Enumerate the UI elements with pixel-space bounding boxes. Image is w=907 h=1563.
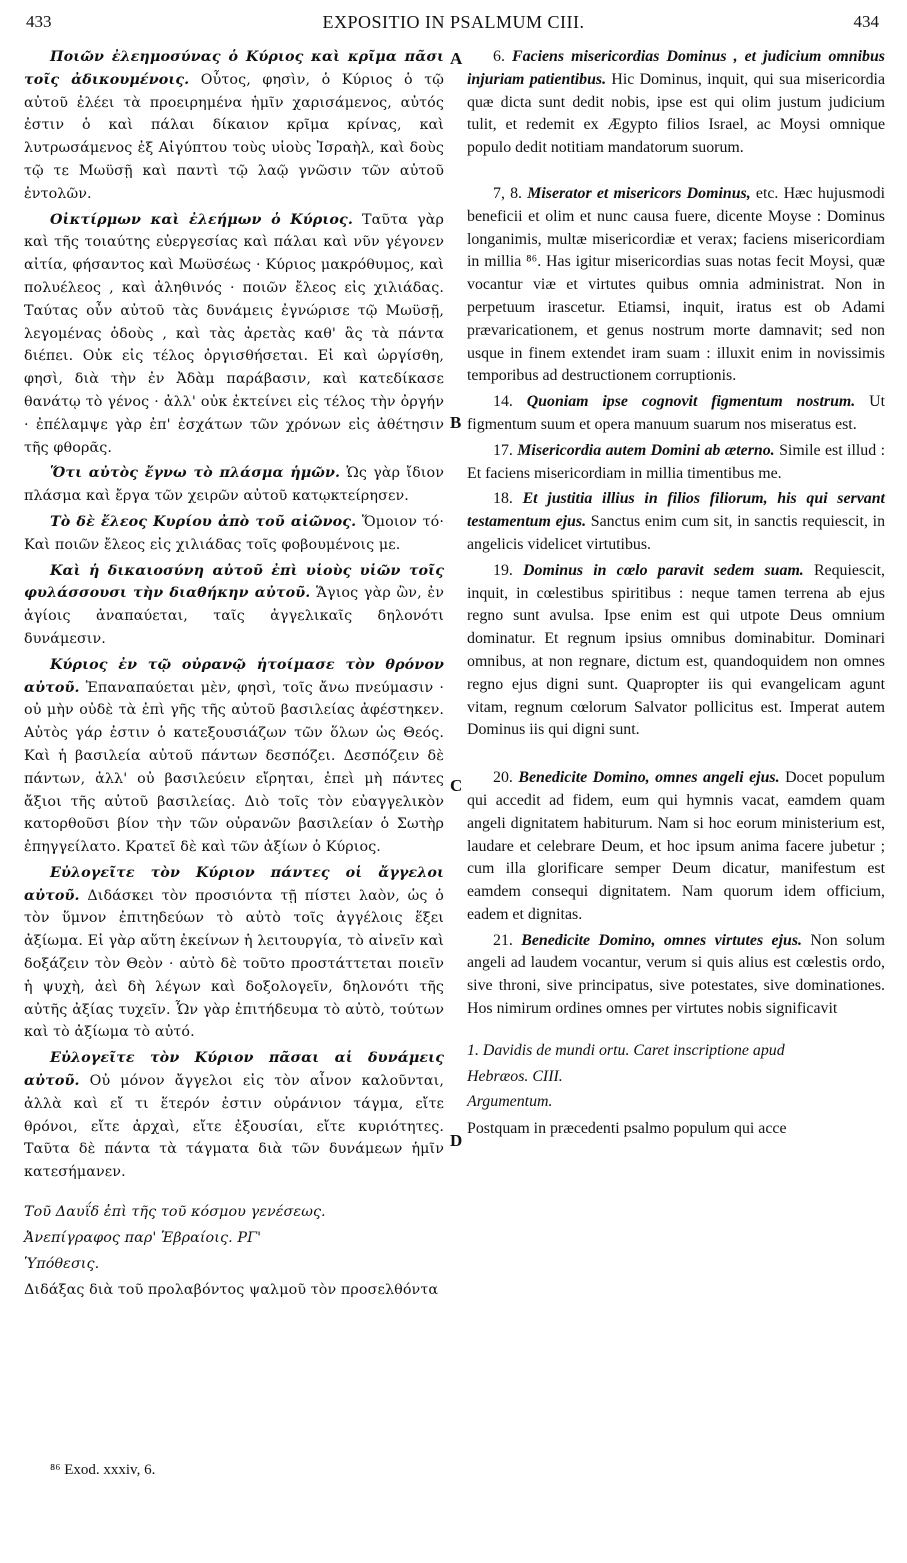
greek-paragraph [24, 46, 444, 206]
psalm-heading-line: Ὑπόθεσις. [24, 1255, 100, 1272]
psalm-heading-line: 1. Davidis de mundi ortu. Caret inscriptione apud [467, 1041, 785, 1059]
verse-lemma: Faciens misericordias Dominus , et judicium omnibus injuriam patientibus. [467, 48, 885, 88]
verse-lemma: Benedicite Domino, omnes angeli ejus. [518, 769, 780, 787]
greek-paragraph [24, 654, 444, 859]
verse-number: 6. [493, 48, 505, 65]
commentary-text: Sanctus enim cum sit, in sanctis requiescit, in angelicis videlicet virtutibus. [467, 513, 886, 553]
verse-number: 18. [493, 490, 513, 508]
commentary-text: Οὗτος, φησὶν, ὁ Κύριος ὁ τῷ αὐτοῦ ἐλέει τὰ προειρημένα ἡμῖν χαρισάμενος, αὐτός ἐστιν ὁ καὶ πάλαι δίκαιον κρῖμα κρίνας, καὶ λυτρωσάμενος ἐξ Αἰγύπτου τοὺς υἱοὺς Ἰσραὴλ, καὶ δοὺς τῷ τε Μωϋσῇ καὶ παντὶ τῷ λαῷ γνῶσιν τῶν αὐτοῦ ἐντολῶν. [24, 71, 444, 202]
psalm-heading-line: Ἀνεπίγραφος παρ' Ἑβραίοις. ΡΓ' [24, 1229, 262, 1246]
latin-final-line: Postquam in præcedenti psalmo populum qui acce [467, 1120, 787, 1138]
psalm-heading-line: Hebræos. CIII. [467, 1067, 563, 1085]
latin-paragraph [467, 46, 885, 160]
footnote: ⁸⁶ Exod. xxxiv, 6. [50, 1462, 156, 1478]
greek-paragraph [24, 560, 444, 651]
margin-letter-d: D [450, 1131, 463, 1150]
running-header [0, 12, 907, 38]
verse-lemma: Ποιῶν ἐλεημοσύνας ὁ Κύριος καὶ κρῖμα πᾶσι τοῖς ἀδικουμένοις. [24, 49, 444, 88]
latin-column [467, 46, 885, 1144]
commentary-text: Non solum angeli ad laudem vocantur, verum si quis alius est cœlestis ordo, sive throni, sive principatus, sive potestates, sive dominationes. Hos nimirum ordines omnes per virtutes nobis significavit [467, 931, 885, 1018]
latin-paragraph [467, 767, 885, 927]
commentary-text: etc. Hæc hujusmodi beneficii et olim et nunc causa fuere, dicente Moyse : Dominus longanimis, multæ misericordiæ et verax; faciens misericordiam in millia ⁸⁶. Has igitur misericordias suas notas fecit Moysi, quæ vocantur viæ et virtutes quibus omnia administrat. Non in perpetuum irascetur. Etiamsi, inquit, iratus est ob Adami prævaricationem, et genus nostrum morte damnavit; sed non usque in finem extendet iram suam : illuxit enim in novissimis temporibus ad destructionem corruptionis. [467, 184, 885, 385]
commentary-text: Ὅμοιον τό· Καὶ ποιῶν ἔλεος εἰς χιλιάδας τοῖς φοβουμένοις με. [24, 513, 444, 553]
commentary-text: Ταῦτα γὰρ καὶ τῆς τοιαύτης εὐεργεσίας καὶ πάλαι καὶ νῦν γέγονεν αἰτία, φήσαντος καὶ Μωϋσέως · Κύριος μακρόθυμος, καὶ πολυέλεος , καὶ ἀληθινός · ποιῶν ἔλεος εἰς χιλιάδας. Ταύτας οὖν αὐτοῦ τὰς δυνάμεις ἐγνώρισε τῷ Μωϋσῇ, λεγομένας ὁδοὺς , καὶ τὰς ἀρετὰς καθ' ἃς τὰ πάντα διέπει. Οὐκ εἰς τέλος ὀργισθήσεται. Εἰ καὶ ὠργίσθη, φησὶ, διὰ τὴν ἐν Ἀδὰμ παράβασιν, καὶ κατεδίκασε θανάτῳ τὸ γένος · ἀλλ' οὐκ ἐκτείνει εἰς τέλος τὴν ὀργήν · ἐπέλαμψε γὰρ ἐπ' ἐσχάτων τῶν χρόνων εἰς ἀθέτησιν τῆς φθορᾶς. [24, 211, 444, 456]
verse-lemma: Καὶ ἡ δικαιοσύνη αὐτοῦ ἐπὶ υἱοὺς υἱῶν τοῖς φυλάσσουσι τὴν διαθήκην αὐτοῦ. [24, 562, 444, 602]
verse-lemma: Misericordia autem Domini ab æterno. [517, 441, 775, 459]
verse-lemma: Εὐλογεῖτε τὸν Κύριον πάντες οἱ ἄγγελοι αὐτοῦ. [24, 864, 444, 904]
verse-lemma: Dominus in cœlo paravit sedem suam. [523, 561, 804, 579]
verse-lemma: Οἰκτίρμων καὶ ἐλεήμων ὁ Κύριος. [50, 211, 353, 228]
verse-number: 20. [493, 769, 513, 787]
verse-number: 21. [493, 931, 513, 949]
commentary-text: Ἐπαναπαύεται μὲν, φησὶ, τοῖς ἄνω πνεύμασιν · οὐ μὴν οὐδὲ τὰ ἐπὶ γῆς τῆς αὐτοῦ βασιλείας ἀφέστηκεν. Αὐτὸς γάρ ἐστιν ὁ κατεξουσιάζων τῶν ὅλων ὡς Θεός. Καὶ ἡ βασιλεία αὐτοῦ πάντων δεσπόζει. Δεσπόζειν δὲ πάντων, ἀλλ' οὐ βασιλεύειν εἴρηται, ἐπεὶ μὴ πάντες ἄξιοι τῆς αὐτοῦ βασιλείας. Διὸ τοῖς τὸν εὐαγγελικὸν κατορθοῦσι βίον τὴν τῶν οὐρανῶν βασιλείαν ὁ Σωτὴρ ἐπηγγείλατο. Κρατεῖ δὲ καὶ τῶν ἀξίων ὁ Κύριος. [24, 679, 444, 856]
commentary-text: Ἅγιος γὰρ ὢν, ἐν ἁγίοις ἀναπαύεται, ταῖς ἀγγελικαῖς δηλονότι δυνάμεσιν. [24, 585, 444, 647]
commentary-text: Docet populum qui accedit ad fidem, eum qui hymnis vacat, eamdem quam angeli dignitatem habiturum. Nam si hoc eorum ministerium est, laudare et celebrare Deum, et hoc ipsum anima facere jubetur ; cum illa glorificare semper Deum dicatur, manifestum est eamdem consequi dignitatem. Nam quorum idem officium, eadem et dignitas. [467, 769, 885, 923]
verse-number: 14. [493, 393, 513, 411]
psalm-heading-line: Τοῦ Δαυΐδ ἐπὶ τῆς τοῦ κόσμου γενέσεως. [24, 1204, 326, 1221]
latin-paragraph [467, 183, 885, 388]
latin-paragraph [467, 930, 885, 1021]
page-number-left: 433 [26, 12, 52, 31]
greek-paragraph [24, 511, 444, 557]
verse-lemma: Et justitia illius in filios filiorum, his qui servant testamentum ejus. [467, 490, 885, 531]
margin-letter-c: C [450, 776, 463, 795]
latin-paragraph [467, 391, 885, 437]
verse-lemma: Εὐλογεῖτε τὸν Κύριον πᾶσαι αἱ δυνάμεις αὐτοῦ. [24, 1050, 444, 1090]
commentary-text: Οὐ μόνον ἄγγελοι εἰς τὸν αἶνον καλοῦνται, ἀλλὰ καὶ εἴ τι ἕτερόν ἐστιν οὐράνιον τάγμα, εἴτε θρόνοι, εἴτε ἀρχαὶ, εἴτε ἐξουσίαι, εἴτε κυριότητες. Ταῦτα δὲ πάντα τὰ τάγματα διὰ τῶν δυνάμεων ἡμῖν κατεσήμανεν. [24, 1073, 444, 1181]
commentary-text: Requiescit, inquit, in cœlestibus spiritibus : neque tamen terrena ab ejus regno sunt avulsa. Ipse enim est qui utpote Deus omnium dominatur. Et regnum ipsius omnibus dominabitur. Dominari omnibus, at non regnare, dictum est, quandoquidem non omnes regno ejus digni sunt. Quapropter iis qui evangelicam agunt vitam, regnum cœlorum Salvator pollicitus est. Imperat autem Dominus iis qui digni sunt. [467, 561, 885, 739]
commentary-text: Διδάσκει τὸν προσιόντα τῇ πίστει λαὸν, ὡς ὁ τὸν ὕμνον ἐπιτηδεύων τὸ αὐτὸ τοῖς ἀγγέλοις ἕξει ἀξίωμα. Εἰ γὰρ αὕτη ἐκείνων ἡ λειτουργία, τὸ αἰνεῖν καὶ δοξάζειν τὸν Θεὸν · αὐτὸ δὲ τοῦτο προστάττεται ποιεῖν ἡ ψυχὴ, ἀεὶ δὴ λέγων καὶ δοξολογεῖν, δηλονότι τῆς αὐτῆς ἀξίας τυχεῖν. Ὧν γὰρ ἐπιτήδευμα τὸ αὐτὸ, τούτων καὶ τὸ ἀξίωμα τὸ αὐτό. [24, 887, 444, 1041]
greek-paragraph [24, 209, 444, 460]
verse-lemma: Ὅτι αὐτὸς ἔγνω τὸ πλάσμα ἡμῶν. [50, 465, 341, 482]
greek-paragraph [24, 862, 444, 1044]
verse-lemma: Κύριος ἐν τῷ οὐρανῷ ἡτοίμασε τὸν θρόνον αὐτοῦ. [24, 656, 444, 696]
commentary-text: Ut figmentum suum et opera manuum suarum nos miseratus est. [467, 393, 885, 433]
verse-lemma: Benedicite Domino, omnes virtutes ejus. [521, 931, 802, 949]
commentary-text: Ὡς γὰρ ἴδιον πλάσμα καὶ ἔργα τῶν χειρῶν αὐτοῦ κατῳκτείρησεν. [24, 465, 444, 505]
verse-number: 19. [493, 561, 513, 579]
verse-lemma: Τὸ δὲ ἔλεος Κυρίου ἀπὸ τοῦ αἰῶνος. [50, 513, 357, 530]
verse-number: 17. [493, 441, 513, 459]
commentary-text: Simile est illud : Et faciens misericordiam in millia timentibus me. [467, 441, 886, 482]
page-number-right: 434 [853, 12, 879, 31]
verse-lemma: Miserator et misericors Dominus, [527, 184, 751, 202]
greek-paragraph [24, 1047, 444, 1184]
psalm-heading-line: Argumentum. [467, 1093, 553, 1111]
greek-final-line: Διδάξας διὰ τοῦ προλαβόντος ψαλμοῦ τὸν προσελθόντα [24, 1282, 439, 1299]
verse-number: 7, 8. [493, 184, 523, 202]
latin-paragraph [467, 560, 885, 742]
latin-paragraph [467, 440, 885, 486]
margin-letter-b: B [450, 413, 462, 432]
commentary-text: Hic Dominus, inquit, qui sua misericordia quæ dicta sunt dedit nobis, ipse est qui olim justum judicium tulit, et redemit ex Ægypto filios Israel, ac Moysi omnique populo dedit notitiam mandatorum suorum. [467, 70, 885, 157]
greek-paragraph [24, 462, 444, 508]
verse-lemma: Quoniam ipse cognovit figmentum nostrum. [526, 393, 856, 411]
page-title: EXPOSITIO IN PSALMUM CIII. [322, 12, 585, 32]
margin-letter-a: A [450, 49, 463, 68]
greek-column [24, 46, 444, 1305]
latin-paragraph [467, 488, 885, 556]
